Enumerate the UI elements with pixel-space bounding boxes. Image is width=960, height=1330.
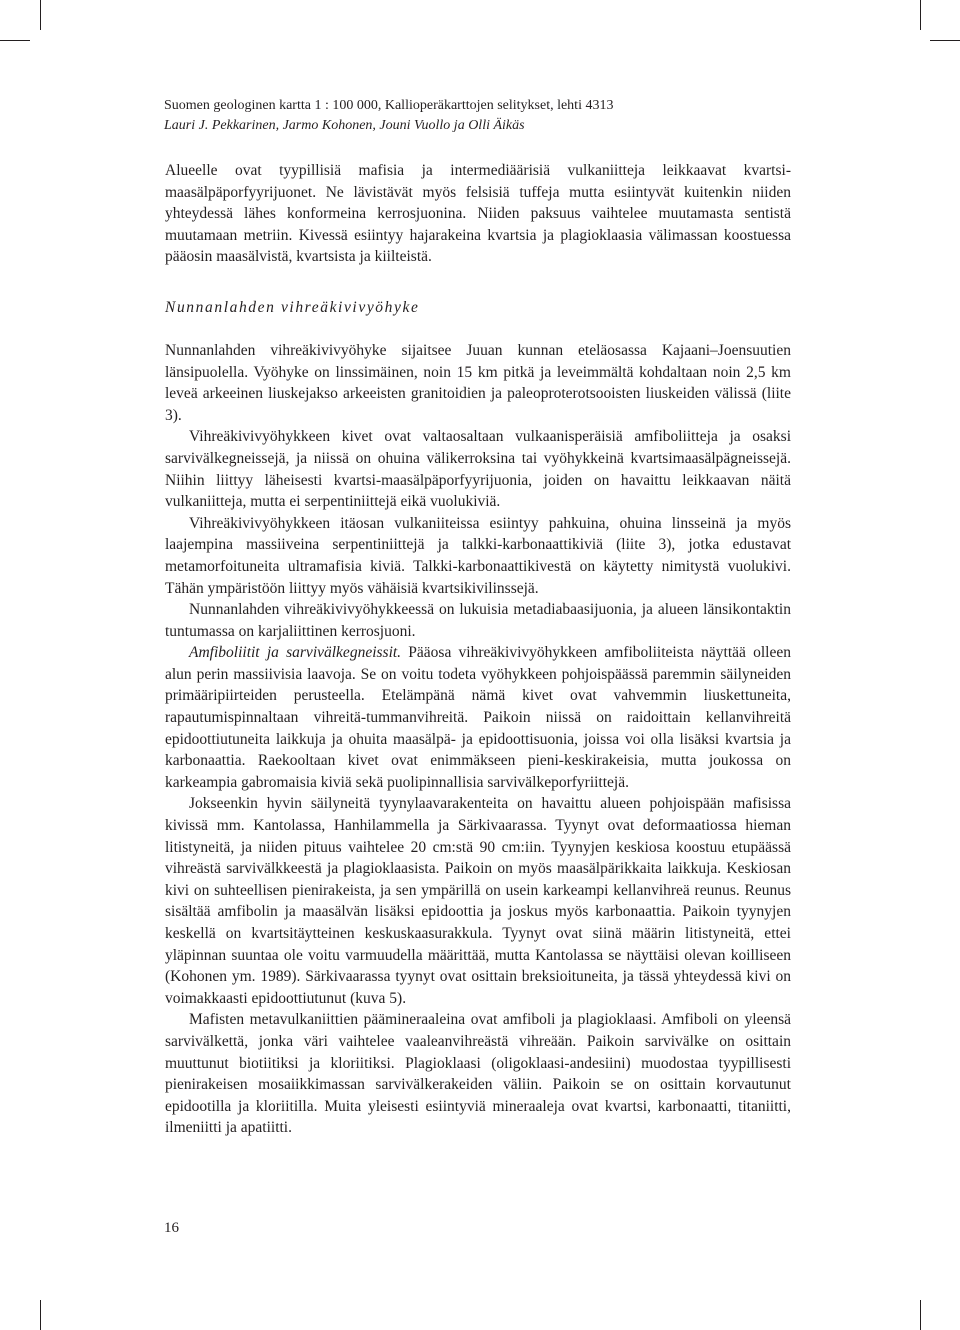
crop-mark-top-right-horizontal (930, 40, 960, 41)
intro-paragraph: Alueelle ovat tyypillisiä mafisia ja intermediäärisiä vulkaniitteja leikkaavat kvartsimaasälpäporfyyrijuonet. Ne lävistävät myös felsisiä tuffeja mutta esiintyvät kuitenkin niiden yhteydessä lähes konformeina kerrosjuonina. Niiden paksuus vaihtelee muutamasta sentistä muutamaan metriin. Kivessä esiintyy hajarakeina kvartsia ja plagioklaasia välimassan koostuessa pääosin maasälvistä, kvartsista ja kiilteistä. (165, 162, 791, 266)
paragraph-5-text: Pääosa vihreäkivivyöhykkeen amfiboliiteista näyttää olleen alun perin massiivisia laavoja. Se on voitu todeta vyöhykkeen pohjoispäässä paremmin säilyneiden primääripiirteiden perusteella. Etelämpänä nämä kivet ovat vahvemmin liuskettuneita, rapautumispinnaltaan vihreitä-tummanvihreitä. Paikoin niissä on raidoittain kellanvihreitä epidoottiutuneita laikkuja ja ohuita maasälpä- ja epidoottisuonia, joissa voi olla lisäksi kvartsia ja karbonaattia. Raekooltaan kivet ovat enimmäkseen pieni-keskirakeisia, mutta joukossa on karkeampia gabromaisia kiviä sekä puolipinnallisia sarvivälkeporfyriittejä. (165, 644, 791, 791)
section-paragraph-4: Nunnanlahden vihreäkivivyöhykkeessä on lukuisia metadiabaasijuonia, ja alueen länsikontaktin tuntumassa on karjaliittinen kerrosjuoni. (165, 601, 791, 640)
page-body (165, 160, 791, 1139)
crop-mark-bottom-left (40, 1300, 41, 1330)
inline-heading: Amfiboliitit ja sarvivälkegneissit. (189, 644, 402, 662)
section-heading: Nunnanlahden vihreäkivivyöhyke (165, 298, 420, 316)
section-paragraph-3: Vihreäkivivyöhykkeen itäosan vulkaniiteissa esiintyy pahkuina, ohuina linsseinä ja myös laajempina massiiveina serpentiniittejä ja talkki-karbonaattikiviä (liite 3), jotka edustavat metamorfoituneita ultramafisia kiviä. Talkki-karbonaattikivestä on käytetty nimitystä vuolukivi. Tähän ympäristöön liittyy myös vähäisiä kvartsikivilinssejä. (165, 514, 791, 597)
crop-mark-top-right (920, 0, 921, 30)
crop-mark-top-left (40, 0, 41, 30)
series-line: Suomen geologinen kartta 1 : 100 000, Kallioperäkarttojen selitykset, lehti 4313 (164, 98, 614, 113)
authors-line: Lauri J. Pekkarinen, Jarmo Kohonen, Jouni Vuollo ja Olli Äikäs (164, 118, 525, 133)
page-number: 16 (164, 1220, 179, 1236)
section-paragraph-7: Mafisten metavulkaniittien päämineraaleina ovat amfiboli ja plagioklaasi. Amfiboli on yleensä sarvivälkettä, jonka väri vaihtelee vaaleanvihreästä vihreään. Paikoin sarvivälke on osittain muuttunut biotiitiksi ja kloriitiksi. Plagioklaasi (oligoklaasi-andesiini) muodostaa tyypillisesti pienirakeisen mosaiikkimassan sarvivälkerakeiden väliin. Paikoin se on osittain korvautunut epidootilla ja kloriitilla. Muita yleisesti esiintyviä mineraaleja ovat kvartsi, karbonaatti, titaniitti, ilmeniitti ja apatiitti. (165, 1011, 791, 1137)
crop-mark-top-left-horizontal (0, 40, 30, 41)
section-paragraph-2: Vihreäkivivyöhykkeen kivet ovat valtaosaltaan vulkaanisperäisiä amfiboliitteja ja osaksi sarvivälkegneissejä, ja niissä on ohuina välikerroksina tai vyöhykkeinä kvartsimaasälpägneissejä. Niihin liittyy läheisesti kvartsi-maasälpäporfyyrijuonia, joiden on havaittu leikkaavan näitä vulkaniitteja, mutta ei serpentiniittejä eikä vuolukiviä. (165, 428, 791, 511)
section-paragraph-5 (165, 642, 791, 793)
crop-mark-bottom-right (920, 1300, 921, 1330)
section-paragraph-6: Jokseenkin hyvin säilyneitä tyynylaavarakenteita on havaittu alueen pohjoispään mafisissa kivissä mm. Kantolassa, Hanhilammella ja Särkivaarassa. Tyynyt ovat deformaatiossa hieman litistyneitä, ja niiden pituus vaihtelee 20 cm:stä 90 cm:iin. Tyynyjen keskiosa koostuu etupäässä vihreästä sarvivälkkeestä ja plagioklaasista. Paikoin on myös maasälpärikkaita laikkuja. Keskiosan kivi on suhteellisen pienirakeista, ja sen ympärillä on usein karkeampi kellanvihreä reunus. Reunus sisältää amfibolin ja maasälvän lisäksi epidoottia ja joskus myös karbonaattia. Paikoin tyynyjen keskellä on kvartsitäytteinen keskuskaasurakkula. Tyynyt ovat siinä määrin litistyneitä, ettei yläpinnan suuntaa ole voitu varmuudella määrittää, mutta Kantolassa se näyttäisi olevan koilliseen (Kohonen ym. 1989). Särkivaarassa tyynyt ovat osittain breksioituneita, ja tässä yhteydessä kivi on voimakkaasti epidoottiutunut (kuva 5). (165, 795, 791, 1007)
running-head (164, 96, 804, 136)
section-paragraph-1: Nunnanlahden vihreäkivivyöhyke sijaitsee Juuan kunnan eteläosassa Kajaani–Joensuutien länsipuolella. Vyöhyke on linssimäinen, noin 15 km pitkä ja leveimmältä kohdaltaan noin 2,5 km leveä arkeeinen liuskejakso arkeeisten granitoidien ja paleoproterotsooisten liuskeiden välissä (liite 3). (165, 341, 791, 424)
